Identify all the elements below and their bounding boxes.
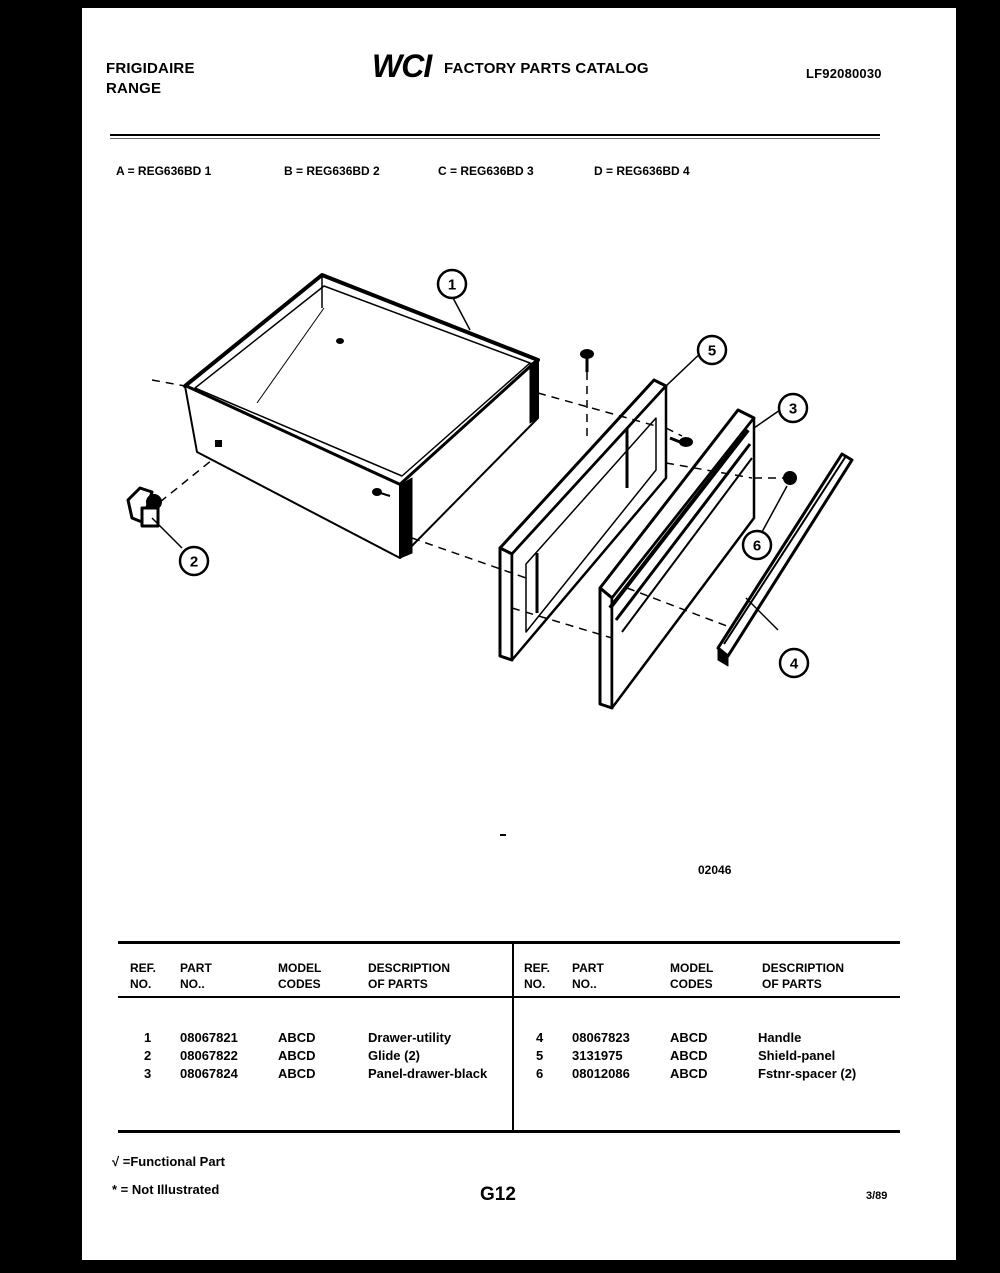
revision-date: 3/89 (866, 1190, 888, 1202)
model-d: D = REG636BD 4 (594, 164, 690, 178)
header-model-codes: MODEL CODES (278, 961, 322, 991)
drawer-utility-illustration (185, 275, 538, 558)
catalog-page: FRIGIDAIRE RANGE WCI FACTORY PARTS CATALOG LF92080030 A = REG636BD 1 B = REG636BD 2 C = REG636BD 3 D = REG636BD 4 1 2 3 4 5 6 02046 REF. NO. PART NO.. MODEL CODES DESCRIPTION OF PARTS REF. NO. PART NO.. MODEL CODES DESCRIPTION OF PARTS 1 08067821 ABCD Drawer-utility 2 08067822 ABCD Glide (2) 3 08067824 ABCD Panel-drawer-black 4 08067823 ABCD Handle 5 3131975 ABCD Shield-panel 6 08012086 ABCD Fstnr-spacer (2) √ =Functional Part * = Not Illustrated G12 3/89 (82, 8, 956, 1260)
not-illustrated-note: * = Not Illustrated (112, 1182, 220, 1197)
callout-label-6: 6 (752, 537, 762, 555)
catalog-title: FACTORY PARTS CATALOG (444, 60, 649, 77)
header-model-codes-right: MODEL CODES (670, 961, 714, 991)
exploded-drawer-diagram (82, 8, 956, 908)
stray-mark (500, 834, 506, 836)
header-ref-no-right: REF. NO. (524, 961, 551, 991)
header-description-right: DESCRIPTION OF PARTS (762, 961, 845, 991)
header-part-no-right: PART NO.. (572, 961, 604, 991)
callout-label-1: 1 (447, 276, 457, 294)
callout-label-3: 3 (788, 400, 798, 418)
callout-label-2: 2 (189, 553, 199, 571)
header-description: DESCRIPTION OF PARTS (368, 961, 451, 991)
model-c: C = REG636BD 3 (438, 164, 534, 178)
glide-illustration (128, 488, 161, 526)
header-part-no: PART NO.. (180, 961, 212, 991)
table-header-rule (118, 996, 900, 998)
product-type: RANGE (106, 80, 162, 97)
wci-logo: WCI (372, 48, 432, 84)
table-top-rule (118, 941, 900, 944)
brand-name: FRIGIDAIRE (106, 60, 195, 77)
table-bottom-rule (118, 1130, 900, 1133)
model-b: B = REG636BD 2 (284, 164, 380, 178)
callout-label-5: 5 (707, 342, 717, 360)
table-center-divider (512, 944, 514, 1132)
functional-part-note: √ =Functional Part (112, 1154, 225, 1169)
page-code: G12 (480, 1184, 516, 1205)
catalog-number: LF92080030 (806, 66, 882, 81)
model-a: A = REG636BD 1 (116, 164, 212, 178)
header-ref-no: REF. NO. (130, 961, 157, 991)
figure-id: 02046 (698, 863, 732, 877)
callout-label-4: 4 (789, 655, 799, 673)
